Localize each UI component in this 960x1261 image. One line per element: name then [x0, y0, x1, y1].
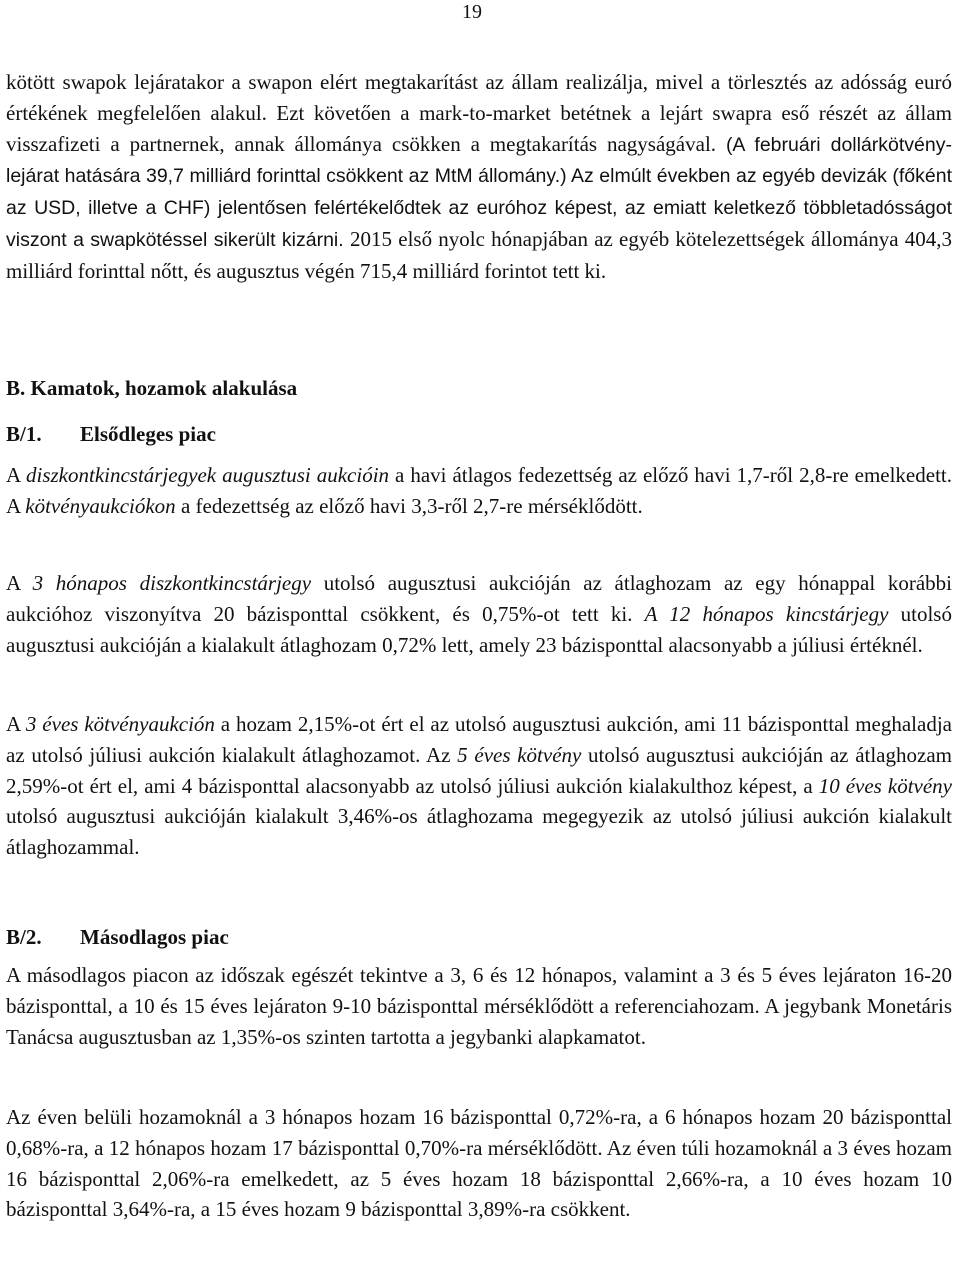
italic-term: 10 éves kötvény [818, 773, 952, 798]
italic-term: A 12 hónapos kincstárjegy [644, 601, 889, 626]
paragraph-swap-text-2: 2015 első nyolc hónapjában az egyéb kötelezettségek állománya 404,3 milliárd forinttal nőtt, és augusztus végén 715,4 milliárd forintot tett ki. [6, 226, 952, 283]
section-heading-b2-number: B/2. [6, 925, 42, 949]
section-heading-b1-number: B/1. [6, 422, 42, 446]
text-run: utolsó augusztusi aukcióján a kialakult átlaghozam 0,72% lett, amely 23 bázisponttal alacsonyabb a júliusi értéknél. [6, 601, 952, 657]
section-heading-b1 [6, 419, 216, 449]
section-heading-b1-title: Elsődleges piac [80, 422, 216, 446]
paragraph-yield-changes: Az éven belüli hozamoknál a 3 hónapos hozam 16 bázisponttal 0,72%-ra, a 6 hónapos hozam 20 bázisponttal 0,68%-ra, a 12 hónapos hozam 17 bázisponttal 0,70%-ra mérséklődött. Az éven túli hozamoknál a 3 éves hozam 16 bázisponttal 2,06%-ra emelkedett, az 5 éves hozam 18 bázisponttal 2,66%-ra, a 10 éves hozam 10 bázisponttal 3,64%-ra, a 15 éves hozam 9 bázisponttal 3,89%-ra csökkent. [6, 1105, 952, 1222]
text-run: a hozam 2,15%-ot ért el az utolsó augusztusi aukción, ami 11 bázisponttal meghaladja az utolsó júliusi aukción kialakult átlaghozamot. Az [6, 712, 952, 767]
section-heading-b2 [6, 922, 229, 952]
section-heading-b2-title: Másodlagos piac [80, 925, 229, 949]
text-run: utolsó augusztusi aukcióján kialakult 3,46%-os átlaghozama megegyezik az utolsó júliusi aukción kialakult átlaghozammal. [6, 804, 952, 860]
text-run: utolsó augusztusi aukcióján az átlaghozam 2,59%-ot ért el, ami 4 bázisponttal alacsonyabb az utolsó júliusi aukción kialakulthoz képest, a [6, 742, 952, 798]
italic-term: kötvényaukciókon [25, 493, 176, 518]
text-run: a fedezettség az előző havi 3,3-ről 2,7-re mérséklődött. [175, 493, 643, 518]
page-number: 19 [462, 1, 482, 23]
paragraph-secondary-market: A másodlagos piacon az időszak egészét tekintve a 3, 6 és 12 hónapos, valamint a 3 és 5 éves lejáraton 16-20 bázisponttal, a 10 és 15 éves lejáraton 9-10 bázisponttal mérséklődött a referenciahozam. A jegybank Monetáris Tanácsa augusztusban az 1,35%-os szinten tartotta a jegybanki alapkamatot. [6, 963, 952, 1049]
italic-term: 3 hónapos diszkontkincstárjegy [32, 571, 312, 595]
paragraph-tbill-yields [6, 568, 952, 660]
paragraph-coverage [6, 460, 952, 522]
italic-term: 5 éves kötvény [457, 742, 582, 767]
text-run: a havi átlagos fedezettség az előző havi 1,7-ről 2,8-re emelkedett. A [6, 463, 952, 518]
text-run: A [6, 712, 26, 736]
paragraph-swap-sans-text: Az elmúlt években az egyéb devizák (főként az USD, illetve a CHF) jelentősen felértékelődtek az euróhoz képest, az emiatt keletkező többletadósságot viszont a swapkötéssel sikerült kizárni. [6, 165, 952, 251]
paragraph-swap-text-1: kötött swapok lejáratakor a swapon elért megtakarítást az állam realizálja, mivel a törlesztés az adósság euró értékének megfelelően alakul. Ezt követően a mark-to-market betétnek a lejárt swapra eső részét az állam visszafizeti a partnernek, annak állománya csökken a megtakarítás nagyságával. [6, 70, 952, 156]
text-run: A [6, 571, 33, 595]
section-heading-b: B. Kamatok, hozamok alakulása [6, 376, 298, 400]
paragraph-bond-yields [6, 709, 952, 863]
paragraph-swap [6, 67, 952, 287]
italic-term: 3 éves kötvényaukción [25, 712, 215, 736]
text-run: utolsó augusztusi aukcióján az átlaghozam az egy hónappal korábbi aukcióhoz viszonyítva 20 bázisponttal csökkent, és 0,75%-ot tett ki. [6, 571, 952, 626]
italic-term: diszkontkincstárjegyek augusztusi aukcióin [25, 463, 390, 487]
text-run: A [6, 463, 26, 487]
paragraph-swap-sans-note: (A februári dollárkötvény-lejárat hatására 39,7 milliárd forinttal csökkent az MtM állomány.) [6, 133, 952, 188]
